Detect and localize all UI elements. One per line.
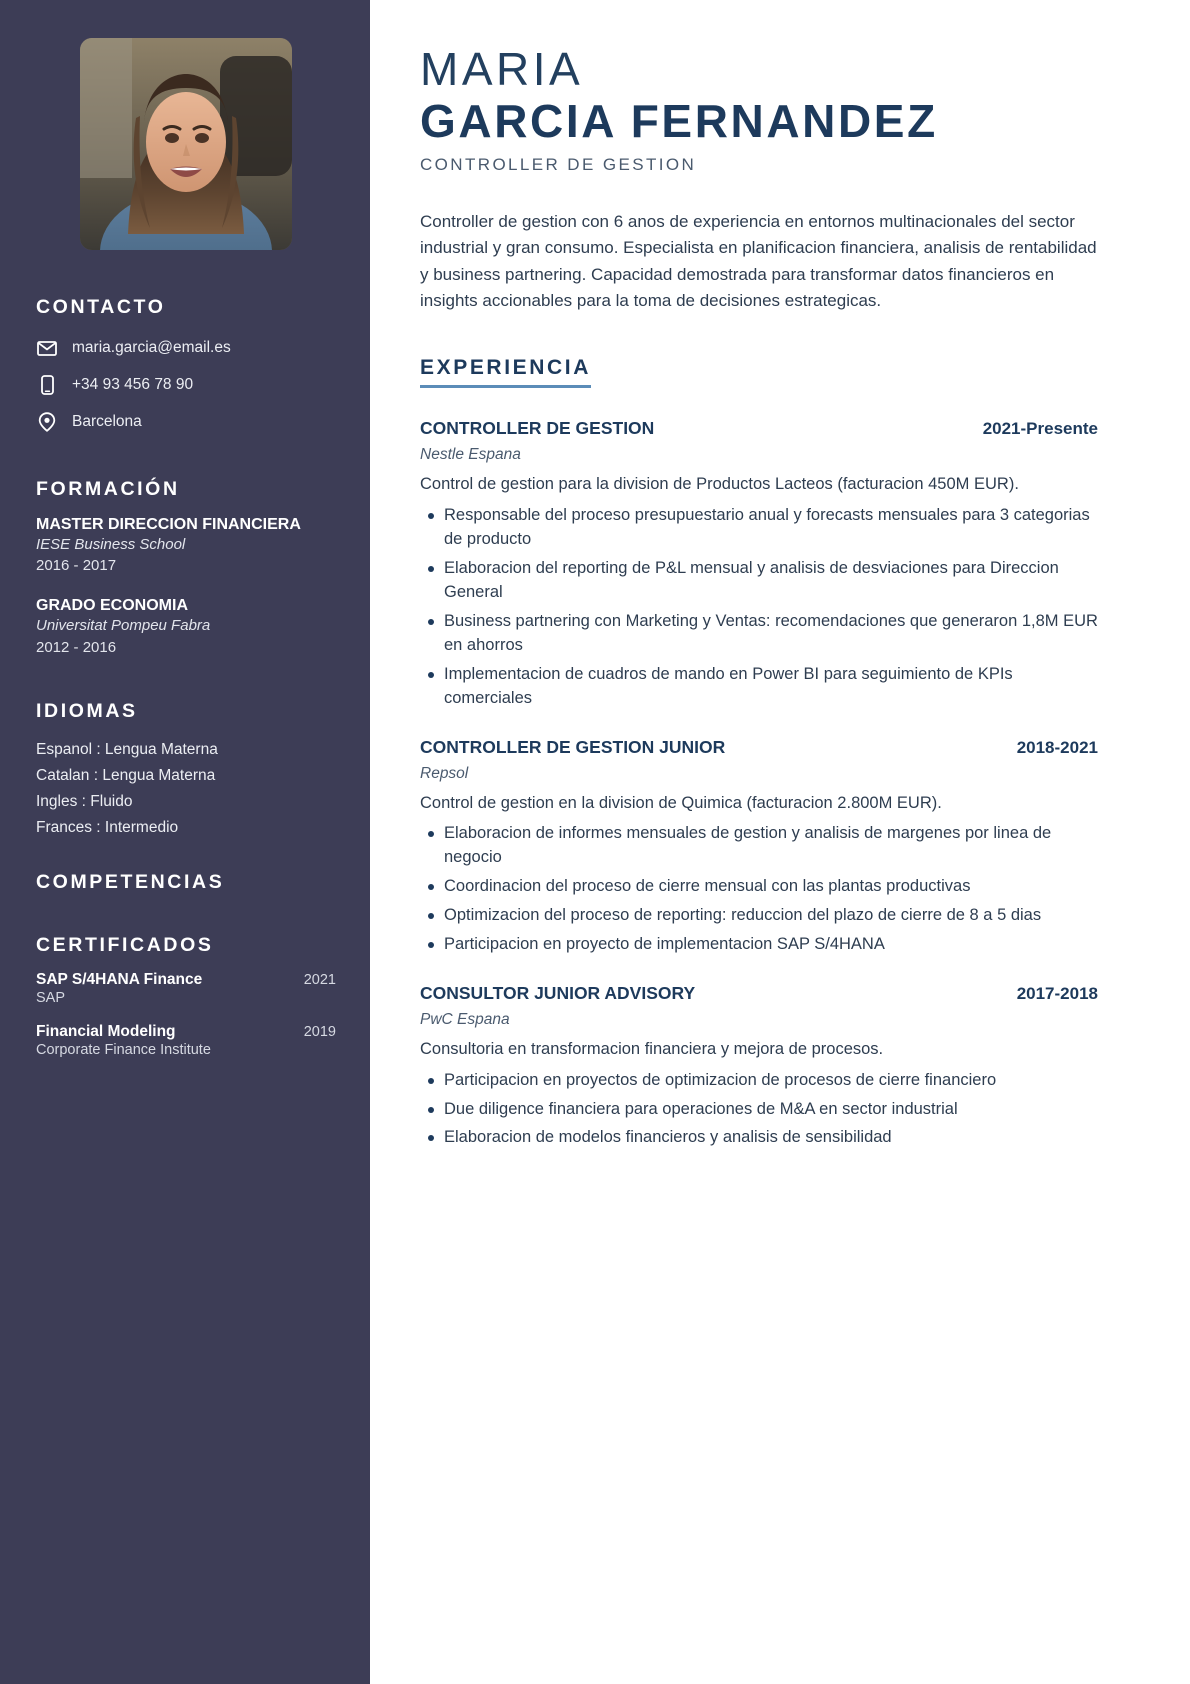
experience-role: CONTROLLER DE GESTION JUNIOR bbox=[420, 736, 726, 757]
experiencia-heading: EXPERIENCIA bbox=[420, 356, 591, 388]
contact-location-text: Barcelona bbox=[72, 413, 142, 430]
contact-email[interactable] bbox=[36, 337, 336, 359]
spacer bbox=[36, 448, 336, 478]
experience-dates: 2017-2018 bbox=[1016, 983, 1098, 1003]
experience-bullet: Due diligence financiera para operaciones de M&A en sector industrial bbox=[420, 1098, 1098, 1122]
experience-header bbox=[420, 418, 1098, 439]
experiencia-section bbox=[420, 314, 1098, 396]
certificate-org: SAP bbox=[36, 989, 66, 1006]
experience-bullet: Responsable del proceso presupuestario anual y forecasts mensuales para 3 categorias de producto bbox=[420, 504, 1098, 552]
sidebar bbox=[0, 0, 370, 1684]
certificados-heading: CERTIFICADOS bbox=[36, 933, 214, 956]
experience-description: Control de gestion en la division de Quimica (facturacion 2.800M EUR). bbox=[420, 793, 942, 812]
contacto-heading: CONTACTO bbox=[36, 296, 166, 318]
experience-item bbox=[420, 983, 1098, 1151]
language-item: Ingles : Fluido bbox=[36, 792, 133, 810]
certificate-header bbox=[36, 971, 336, 989]
language-item: Frances : Intermedio bbox=[36, 818, 179, 836]
competencias-heading: COMPETENCIAS bbox=[36, 870, 225, 893]
education-years: 2016 - 2017 bbox=[36, 557, 117, 575]
experience-company: PwC Espana bbox=[420, 1010, 510, 1028]
experience-bullet: Optimizacion del proceso de reporting: reduccion del plazo de cierre de 8 a 5 dias bbox=[420, 904, 1098, 928]
main-content bbox=[370, 0, 1190, 1684]
experience-bullet: Elaboracion de modelos financieros y analisis de sensibilidad bbox=[420, 1126, 1098, 1150]
email-icon bbox=[36, 337, 58, 359]
education-item bbox=[36, 515, 336, 576]
education-degree: GRADO ECONOMIA bbox=[36, 597, 188, 615]
spacer bbox=[36, 912, 336, 934]
experience-description: Consultoria en transformacion financiera y mejora de procesos. bbox=[420, 1039, 884, 1058]
experience-bullet: Implementacion de cuadros de mando en Power BI para seguimiento de KPIs comerciales bbox=[420, 663, 1098, 711]
education-item bbox=[36, 596, 336, 657]
phone-icon bbox=[36, 374, 58, 396]
certificate-year: 2019 bbox=[303, 1023, 336, 1040]
formacion-heading: FORMACIÓN bbox=[36, 478, 180, 500]
profile-photo-illustration bbox=[80, 38, 292, 250]
experience-item bbox=[420, 737, 1098, 957]
experience-bullet: Business partnering con Marketing y Ventas: recomendaciones que generaron 1,8M EUR en ahorros bbox=[420, 610, 1098, 658]
certificate-header bbox=[36, 1023, 336, 1041]
contact-phone-text: +34 93 456 78 90 bbox=[72, 376, 194, 393]
certificate-year: 2021 bbox=[303, 971, 336, 988]
certificate-item bbox=[36, 1023, 336, 1058]
experience-bullets bbox=[420, 504, 1098, 710]
language-item: Catalan : Lengua Materna bbox=[36, 766, 216, 784]
education-school: Universitat Pompeu Fabra bbox=[36, 617, 211, 635]
experience-bullets bbox=[420, 1069, 1098, 1151]
avatar bbox=[80, 38, 292, 250]
profile-summary: Controller de gestion con 6 anos de experiencia en entornos multinacionales del sector industrial y gran consumo. Especialista en planificacion financiera, analisis de rentabilidad y business partnering. Capacidad demostrada para transformar datos financieros en insights accionables para la toma de decisiones estrategicas. bbox=[420, 212, 1097, 311]
experience-bullet: Elaboracion de informes mensuales de gestion y analisis de margenes por linea de negocio bbox=[420, 822, 1098, 870]
certificate-name: Financial Modeling bbox=[36, 1022, 176, 1040]
certificate-org: Corporate Finance Institute bbox=[36, 1041, 211, 1058]
experience-dates: 2021-Presente bbox=[982, 419, 1098, 439]
last-name: GARCIA FERNANDEZ bbox=[420, 94, 938, 147]
first-name: MARIA bbox=[420, 43, 584, 95]
experience-bullets bbox=[420, 822, 1098, 957]
certificate-item bbox=[36, 971, 336, 1006]
education-degree: MASTER DIRECCION FINANCIERA bbox=[36, 516, 301, 533]
language-item: Espanol : Lengua Materna bbox=[36, 740, 218, 758]
experience-company: Repsol bbox=[420, 764, 469, 782]
experience-role: CONTROLLER DE GESTION bbox=[420, 418, 655, 439]
experience-header bbox=[420, 737, 1098, 758]
experience-description: Control de gestion para la division de Productos Lacteos (facturacion 450M EUR). bbox=[420, 475, 1019, 494]
idiomas-heading: IDIOMAS bbox=[36, 699, 138, 722]
job-title: CONTROLLER DE GESTION bbox=[420, 155, 697, 175]
certificate-name: SAP S/4HANA Finance bbox=[36, 970, 203, 988]
experience-bullet: Participacion en proyecto de implementacion SAP S/4HANA bbox=[420, 933, 1098, 957]
spacer bbox=[36, 678, 336, 700]
experience-company: Nestle Espana bbox=[420, 446, 521, 464]
experience-dates: 2018-2021 bbox=[1016, 737, 1098, 757]
spacer bbox=[36, 841, 336, 871]
experience-role: CONSULTOR JUNIOR ADVISORY bbox=[420, 982, 696, 1003]
contact-email-text: maria.garcia@email.es bbox=[72, 339, 231, 356]
education-school: IESE Business School bbox=[36, 536, 186, 553]
contact-location[interactable] bbox=[36, 411, 336, 433]
experience-bullet: Elaboracion del reporting de P&L mensual y analisis de desviaciones para Direccion General bbox=[420, 557, 1098, 605]
location-pin-icon bbox=[36, 411, 58, 433]
experience-bullet: Participacion en proyectos de optimizacion de procesos de cierre financiero bbox=[420, 1069, 1098, 1093]
experience-bullet: Coordinacion del proceso de cierre mensual con las plantas productivas bbox=[420, 875, 1098, 899]
education-years: 2012 - 2016 bbox=[36, 638, 117, 656]
contact-phone[interactable] bbox=[36, 374, 336, 396]
experience-header bbox=[420, 983, 1098, 1004]
experience-item bbox=[420, 418, 1098, 710]
